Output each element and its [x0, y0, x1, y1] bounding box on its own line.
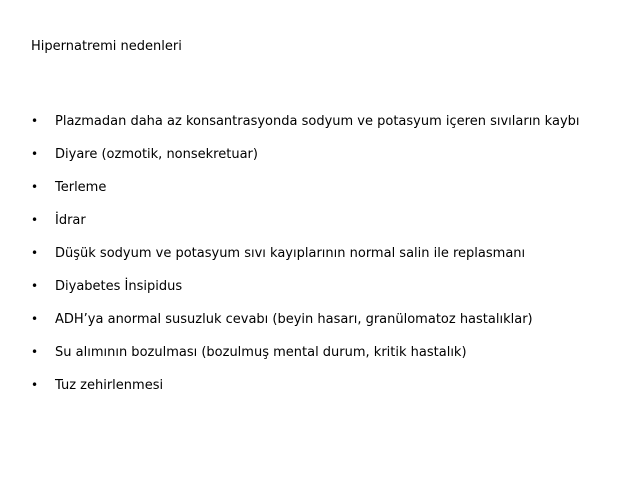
bullet-icon: • [31, 114, 39, 128]
bullet-icon: • [31, 213, 39, 227]
list-item-text: Tuz zehirlenmesi [55, 378, 164, 393]
list-item [31, 338, 611, 367]
list-item-text: Su alımının bozulması (bozulmuş mental durum, kritik hastalık) [55, 345, 467, 360]
bullet-icon: • [31, 378, 39, 392]
bullet-icon: • [31, 246, 39, 260]
bullet-list [31, 107, 611, 404]
list-item [31, 107, 611, 136]
bullet-icon: • [31, 147, 39, 161]
list-item-text: Düşük sodyum ve potasyum sıvı kayıplarının normal salin ile replasmanı [55, 246, 526, 261]
bullet-icon: • [31, 180, 39, 194]
list-item [31, 206, 611, 235]
list-item-text: Diyare (ozmotik, nonsekretuar) [55, 147, 258, 162]
list-item [31, 239, 611, 268]
list-item [31, 272, 611, 301]
bullet-icon: • [31, 279, 39, 293]
list-item-text: Plazmadan daha az konsantrasyonda sodyum ve potasyum içeren sıvıların kaybı [55, 114, 580, 129]
list-item-text: İdrar [55, 213, 86, 228]
bullet-icon: • [31, 345, 39, 359]
list-item [31, 371, 611, 400]
list-item-text: ADH’ya anormal susuzluk cevabı (beyin hasarı, granülomatoz hastalıklar) [55, 312, 533, 327]
bullet-icon: • [31, 312, 39, 326]
list-item [31, 173, 611, 202]
list-item-text: Diyabetes İnsipidus [55, 279, 183, 294]
slide-title: Hipernatremi nedenleri [31, 39, 182, 54]
list-item-text: Terleme [55, 180, 107, 195]
list-item [31, 305, 611, 334]
list-item [31, 140, 611, 169]
